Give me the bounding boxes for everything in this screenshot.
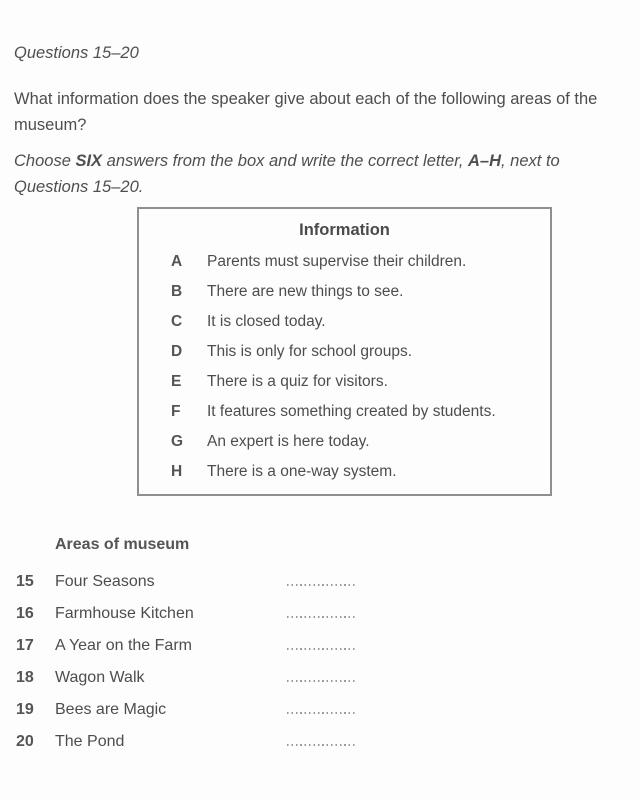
- instruction-part-3: answers from the box and write the correct letter,: [102, 152, 468, 170]
- answer-blank-19[interactable]: [287, 712, 355, 714]
- options-list: [139, 247, 550, 487]
- option-text: This is only for school groups.: [207, 343, 413, 360]
- option-row-h: [139, 457, 550, 487]
- instruction-part-1: Choose: [14, 152, 76, 170]
- answer-blank-18[interactable]: [287, 680, 355, 682]
- question-number: 16: [16, 605, 34, 622]
- information-options-box: [137, 207, 552, 496]
- question-number: 20: [16, 733, 34, 750]
- area-row-19: [0, 694, 640, 726]
- option-letter: E: [171, 373, 182, 390]
- option-row-f: [139, 397, 550, 427]
- option-letter: A: [171, 253, 183, 270]
- area-label: Wagon Walk: [55, 669, 145, 686]
- area-row-16: [0, 598, 640, 630]
- option-letter: C: [171, 313, 183, 330]
- option-row-e: [139, 367, 550, 397]
- option-letter: G: [171, 433, 184, 450]
- answer-blank-17[interactable]: [287, 648, 355, 650]
- area-label: Farmhouse Kitchen: [55, 605, 194, 622]
- area-row-15: [0, 566, 640, 598]
- instruction-text: [14, 148, 579, 200]
- option-letter: B: [171, 283, 183, 300]
- areas-list: [0, 566, 640, 758]
- area-label: A Year on the Farm: [55, 637, 192, 654]
- answer-blank-15[interactable]: [287, 584, 355, 586]
- option-row-c: [139, 307, 550, 337]
- answer-blank-20[interactable]: [287, 744, 355, 746]
- option-text: It is closed today.: [207, 313, 326, 330]
- option-text: It features something created by students.: [207, 403, 496, 420]
- question-number: 18: [16, 669, 34, 686]
- option-text: Parents must supervise their children.: [207, 253, 467, 270]
- area-label: The Pond: [55, 733, 125, 750]
- instruction-six-emphasis: SIX: [75, 152, 103, 170]
- option-letter: D: [171, 343, 183, 360]
- option-row-d: [139, 337, 550, 367]
- option-letter: F: [171, 403, 181, 420]
- answer-blank-16[interactable]: [287, 616, 355, 618]
- box-title: Information: [299, 221, 390, 239]
- option-letter: H: [171, 463, 183, 480]
- instruction-part-5: , next to Questions 15–20.: [14, 152, 560, 196]
- area-row-20: [0, 726, 640, 758]
- area-label: Bees are Magic: [55, 701, 167, 718]
- area-label: Four Seasons: [55, 573, 155, 590]
- questions-range-heading: Questions 15–20: [14, 44, 139, 62]
- option-row-g: [139, 427, 550, 457]
- option-text: There is a quiz for visitors.: [207, 373, 388, 390]
- question-number: 17: [16, 637, 34, 654]
- option-text: An expert is here today.: [207, 433, 370, 450]
- option-text: There is a one-way system.: [207, 463, 397, 480]
- instruction-letter-range-emphasis: A–H: [468, 152, 502, 170]
- areas-heading: Areas of museum: [55, 536, 190, 553]
- area-row-18: [0, 662, 640, 694]
- option-text: There are new things to see.: [207, 283, 404, 300]
- area-row-17: [0, 630, 640, 662]
- option-row-b: [139, 277, 550, 307]
- option-row-a: [139, 247, 550, 277]
- question-number: 15: [16, 573, 34, 590]
- question-number: 19: [16, 701, 34, 718]
- intro-question-text: What information does the speaker give about each of the following areas of the museum?: [14, 90, 598, 134]
